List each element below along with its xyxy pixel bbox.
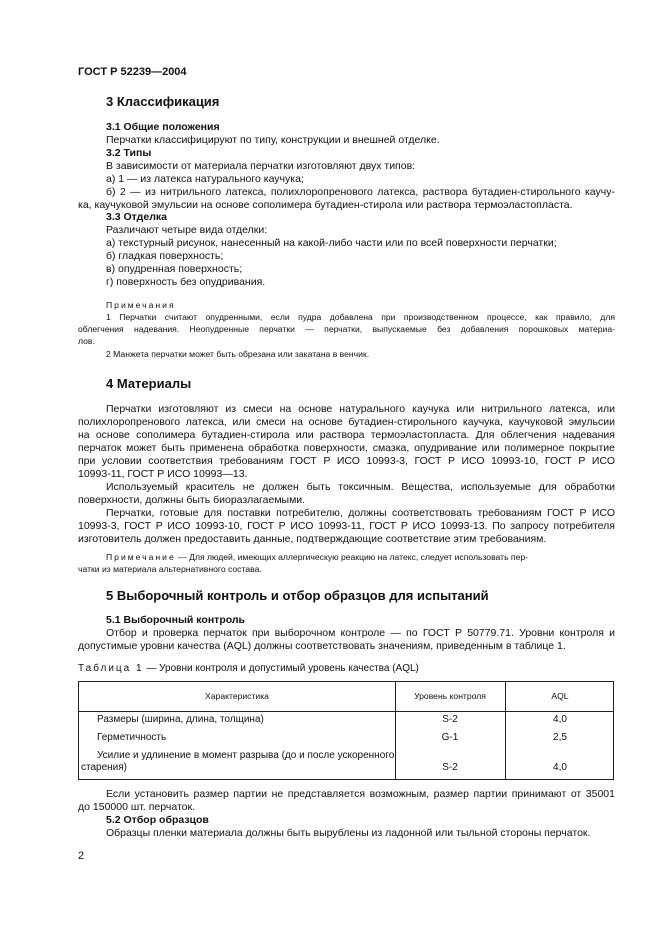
table-1: [78, 681, 614, 780]
lot-size-line1: Если установить размер партии не представляется возможным, размер партии принимают от 35001: [106, 788, 615, 800]
specimen-line1: Образцы пленки материала должны быть вырублены из ладонной или тыльной стороны перчаток.: [106, 827, 591, 839]
table-row-2-level: G-1: [441, 732, 459, 743]
table-row-3-level: S-2: [442, 762, 458, 773]
table-header-aql: AQL: [551, 691, 569, 701]
materials-p1-line5: при условии соответствия требованиям ГОСТ Р ИСО 10993-3, ГОСТ Р ИСО 10993-10, ГОСТ Р ИСО: [78, 455, 615, 467]
subsection-3-1-title: 3.1 Общие положения: [106, 121, 220, 133]
table-row-1-aql: 4,0: [553, 714, 567, 725]
sampling-line1: Отбор и проверка перчаток при выборочном контроле — по ГОСТ Р 50779.71. Уровни контроля и: [106, 627, 615, 639]
document-header: ГОСТ Р 52239—2004: [78, 66, 187, 78]
finish-intro: Различают четыре вида отделки:: [106, 224, 268, 236]
materials-p2-line1: Используемый краситель не должен быть токсичным. Вещества, используемые для обработки: [106, 481, 615, 493]
lot-size-line2: до 150000 шт. перчаток.: [78, 801, 195, 813]
materials-note-text: — Для людей, имеющих аллергическую реакцию на латекс, следует использовать пер-: [175, 552, 529, 562]
subsection-3-3-title: 3.3 Отделка: [106, 211, 167, 223]
materials-note-label: Примечание: [106, 552, 176, 562]
materials-p1-line3: на основе сополимера бутадиен-стирола или раствора термоэластопласта. Для облегчения надевания: [78, 429, 615, 441]
note-2: 2 Манжета перчатки может быть обрезана или закатана в венчик.: [106, 349, 370, 359]
finish-b: б) гладкая поверхность;: [106, 250, 224, 262]
finish-c: в) опудренная поверхность;: [106, 263, 243, 275]
type-a: а) 1 — из латекса натурального каучука;: [106, 173, 304, 185]
materials-note-line2: чатки из материала альтернативного состава.: [78, 564, 262, 574]
materials-note-line1: [106, 551, 528, 563]
table-row-2-aql: 2,5: [553, 732, 567, 743]
table-row-2-characteristic: Герметичность: [97, 732, 167, 743]
section-4-title: 4 Материалы: [106, 376, 192, 391]
table-header-characteristic: Характеристика: [205, 691, 269, 701]
subsection-3-2-title: 3.2 Типы: [106, 147, 152, 159]
type-b-line1: б) 2 — из нитрильного латекса, полихлоропренового латекса, раствора бутадиен-стирольного каучу-: [106, 186, 615, 198]
table-row-1-level: S-2: [442, 714, 458, 725]
materials-p1-line4: перчаток может быть применена обработка поверхности, смазка, опудривание или полимерное покрытие: [78, 442, 615, 454]
type-b-line2: ка, каучуковой эмульсии на основе сополимера бутадиен-стирола или раствора термоэластопласта.: [78, 199, 573, 211]
materials-p3-line1: Перчатки, готовые для поставки потребителю, должны соответствовать требованиям ГОСТ Р ИСО: [106, 507, 615, 519]
section-3-title: 3 Классификация: [106, 94, 220, 109]
subsection-5-1-title: 5.1 Выборочный контроль: [106, 614, 246, 626]
notes-label: Примечания: [106, 300, 176, 310]
finish-a: а) текстурный рисунок, нанесенный на какой-либо части или по всей поверхности перчатки;: [106, 237, 557, 249]
materials-p3-line2: 10993-3, ГОСТ Р ИСО 10993-10, ГОСТ Р ИСО 10993-11, ГОСТ Р ИСО 10993-13. По запросу потребителя: [78, 520, 615, 532]
materials-p2-line2: поверхности, должны быть биоразлагаемыми.: [78, 494, 306, 506]
table-row-3-characteristic-line2: старения): [81, 762, 128, 773]
finish-d: г) поверхность без опудривания.: [106, 276, 266, 288]
table-row-1-characteristic: Размеры (ширина, длина, толщина): [97, 714, 264, 725]
materials-p1-line2: полихлоропренового латекса, или смеси на основе бутадиен-стирольного каучука, каучуковой эмульсии: [78, 416, 615, 428]
table-row-3-aql: 4,0: [553, 762, 567, 773]
note-1-line3: лов.: [78, 336, 95, 346]
section-5-title: 5 Выборочный контроль и отбор образцов для испытаний: [106, 588, 489, 603]
subsection-3-1-text: Перчатки классифицируют по типу, конструкции и внешней отделке.: [106, 134, 440, 146]
table-1-caption-label: Таблица 1: [78, 663, 144, 674]
sampling-line2: допустимые уровни качества (AQL) должны соответствовать значениям, приведенным в таблице 1.: [78, 640, 566, 652]
note-1-line2: облегчения надевания. Неопудренные перчатки — перчатки, выпускаемые без добавления порошковых материа-: [78, 324, 615, 334]
subsection-5-2-title: 5.2 Отбор образцов: [106, 814, 209, 826]
table-row-3-characteristic-line1: Усилие и удлинение в момент разрыва (до и после ускоренного: [97, 750, 395, 761]
page-number: 2: [78, 850, 85, 862]
materials-p1-line1: Перчатки изготовляют из смеси на основе натурального каучука или нитрильного латекса, или: [106, 403, 615, 415]
table-1-caption: [78, 662, 419, 675]
table-1-caption-text: — Уровни контроля и допустимый уровень качества (AQL): [143, 663, 419, 674]
materials-p3-line3: изготовитель должен предоставить данные, подтверждающие соответствие этим требованиям.: [78, 533, 547, 545]
table-header-control-level: Уровень контроля: [414, 691, 486, 701]
materials-p1-line6: 10993-11, ГОСТ Р ИСО 10993—13.: [78, 468, 248, 480]
types-intro: В зависимости от материала перчатки изготовляют двух типов:: [106, 160, 416, 172]
note-1-line1: 1 Перчатки считают опудренными, если пудра добавлена при производственном процессе, как правило, для: [106, 312, 615, 322]
